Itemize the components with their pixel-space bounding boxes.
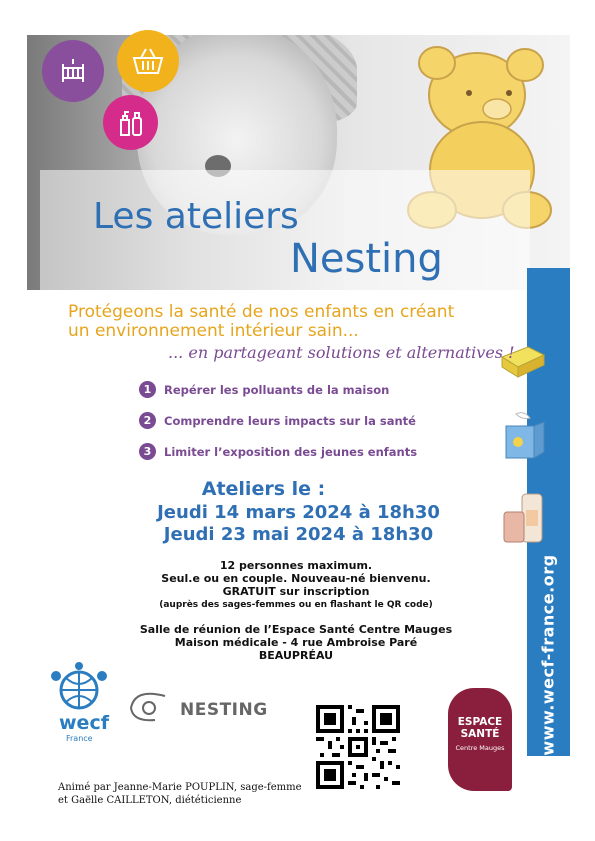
wecf-logo-subtext: France bbox=[66, 734, 93, 743]
espace-sante-title: ESPACE SANTÉ bbox=[457, 716, 503, 740]
registration-text: (auprès des sages-femmes ou en flashant le QR code) bbox=[159, 600, 433, 610]
cosmetics-icon bbox=[103, 95, 158, 150]
capacity-text: 12 personnes maximum. bbox=[219, 559, 373, 572]
qr-code[interactable] bbox=[316, 705, 400, 789]
venue-line-2: Maison médicale - 4 rue Ambroise Paré bbox=[174, 636, 418, 649]
espace-sante-logo bbox=[448, 688, 512, 791]
audience-text: Seul.e ou en couple. Nouveau-né bienvenu. bbox=[161, 572, 431, 585]
step-text: Repérer les polluants de la maison bbox=[164, 383, 390, 397]
step-number: 1 bbox=[139, 381, 156, 398]
step-number: 3 bbox=[139, 443, 156, 460]
tissue-box-illustration bbox=[502, 410, 546, 462]
tagline-handwritten: ... en partageant solutions et alternatives ! bbox=[168, 343, 515, 362]
wecf-globe-logo bbox=[48, 662, 110, 714]
venue-line-3: BEAUPRÉAU bbox=[258, 649, 334, 662]
title-line-1: Les ateliers bbox=[93, 196, 299, 237]
step-number: 2 bbox=[139, 412, 156, 429]
nesting-logo-mark bbox=[125, 688, 177, 724]
wecf-logo-text: wecf bbox=[59, 712, 109, 734]
tagline-line-2: un environnement intérieur sain... bbox=[68, 321, 359, 341]
step-text: Comprendre leurs impacts sur la santé bbox=[164, 414, 416, 428]
tagline-line-1: Protégeons la santé de nos enfants en créant bbox=[68, 302, 455, 322]
footer-line-2: et Gaëlle CAILLETON, diététicienne bbox=[58, 795, 242, 806]
free-text: GRATUIT sur inscription bbox=[222, 585, 370, 598]
step-text: Limiter l’exposition des jeunes enfants bbox=[164, 445, 418, 459]
basket-icon bbox=[117, 30, 179, 92]
session-date: Jeudi 14 mars 2024 à 18h30 bbox=[157, 502, 440, 523]
footer-line-1: Animé par Jeanne-Marie POUPLIN, sage-femme bbox=[58, 782, 302, 793]
venue-line-1: Salle de réunion de l’Espace Santé Centre Mauges bbox=[139, 623, 453, 636]
title-line-2: Nesting bbox=[290, 236, 443, 282]
side-band-url-text: www.wecf-france.org bbox=[538, 554, 558, 756]
nesting-logo-text: NESTING bbox=[180, 700, 268, 720]
sessions-heading: Ateliers le : bbox=[201, 478, 326, 500]
espace-sante-subtitle: Centre Mauges bbox=[455, 744, 505, 752]
session-date: Jeudi 23 mai 2024 à 18h30 bbox=[163, 524, 434, 545]
crib-icon bbox=[42, 40, 104, 102]
